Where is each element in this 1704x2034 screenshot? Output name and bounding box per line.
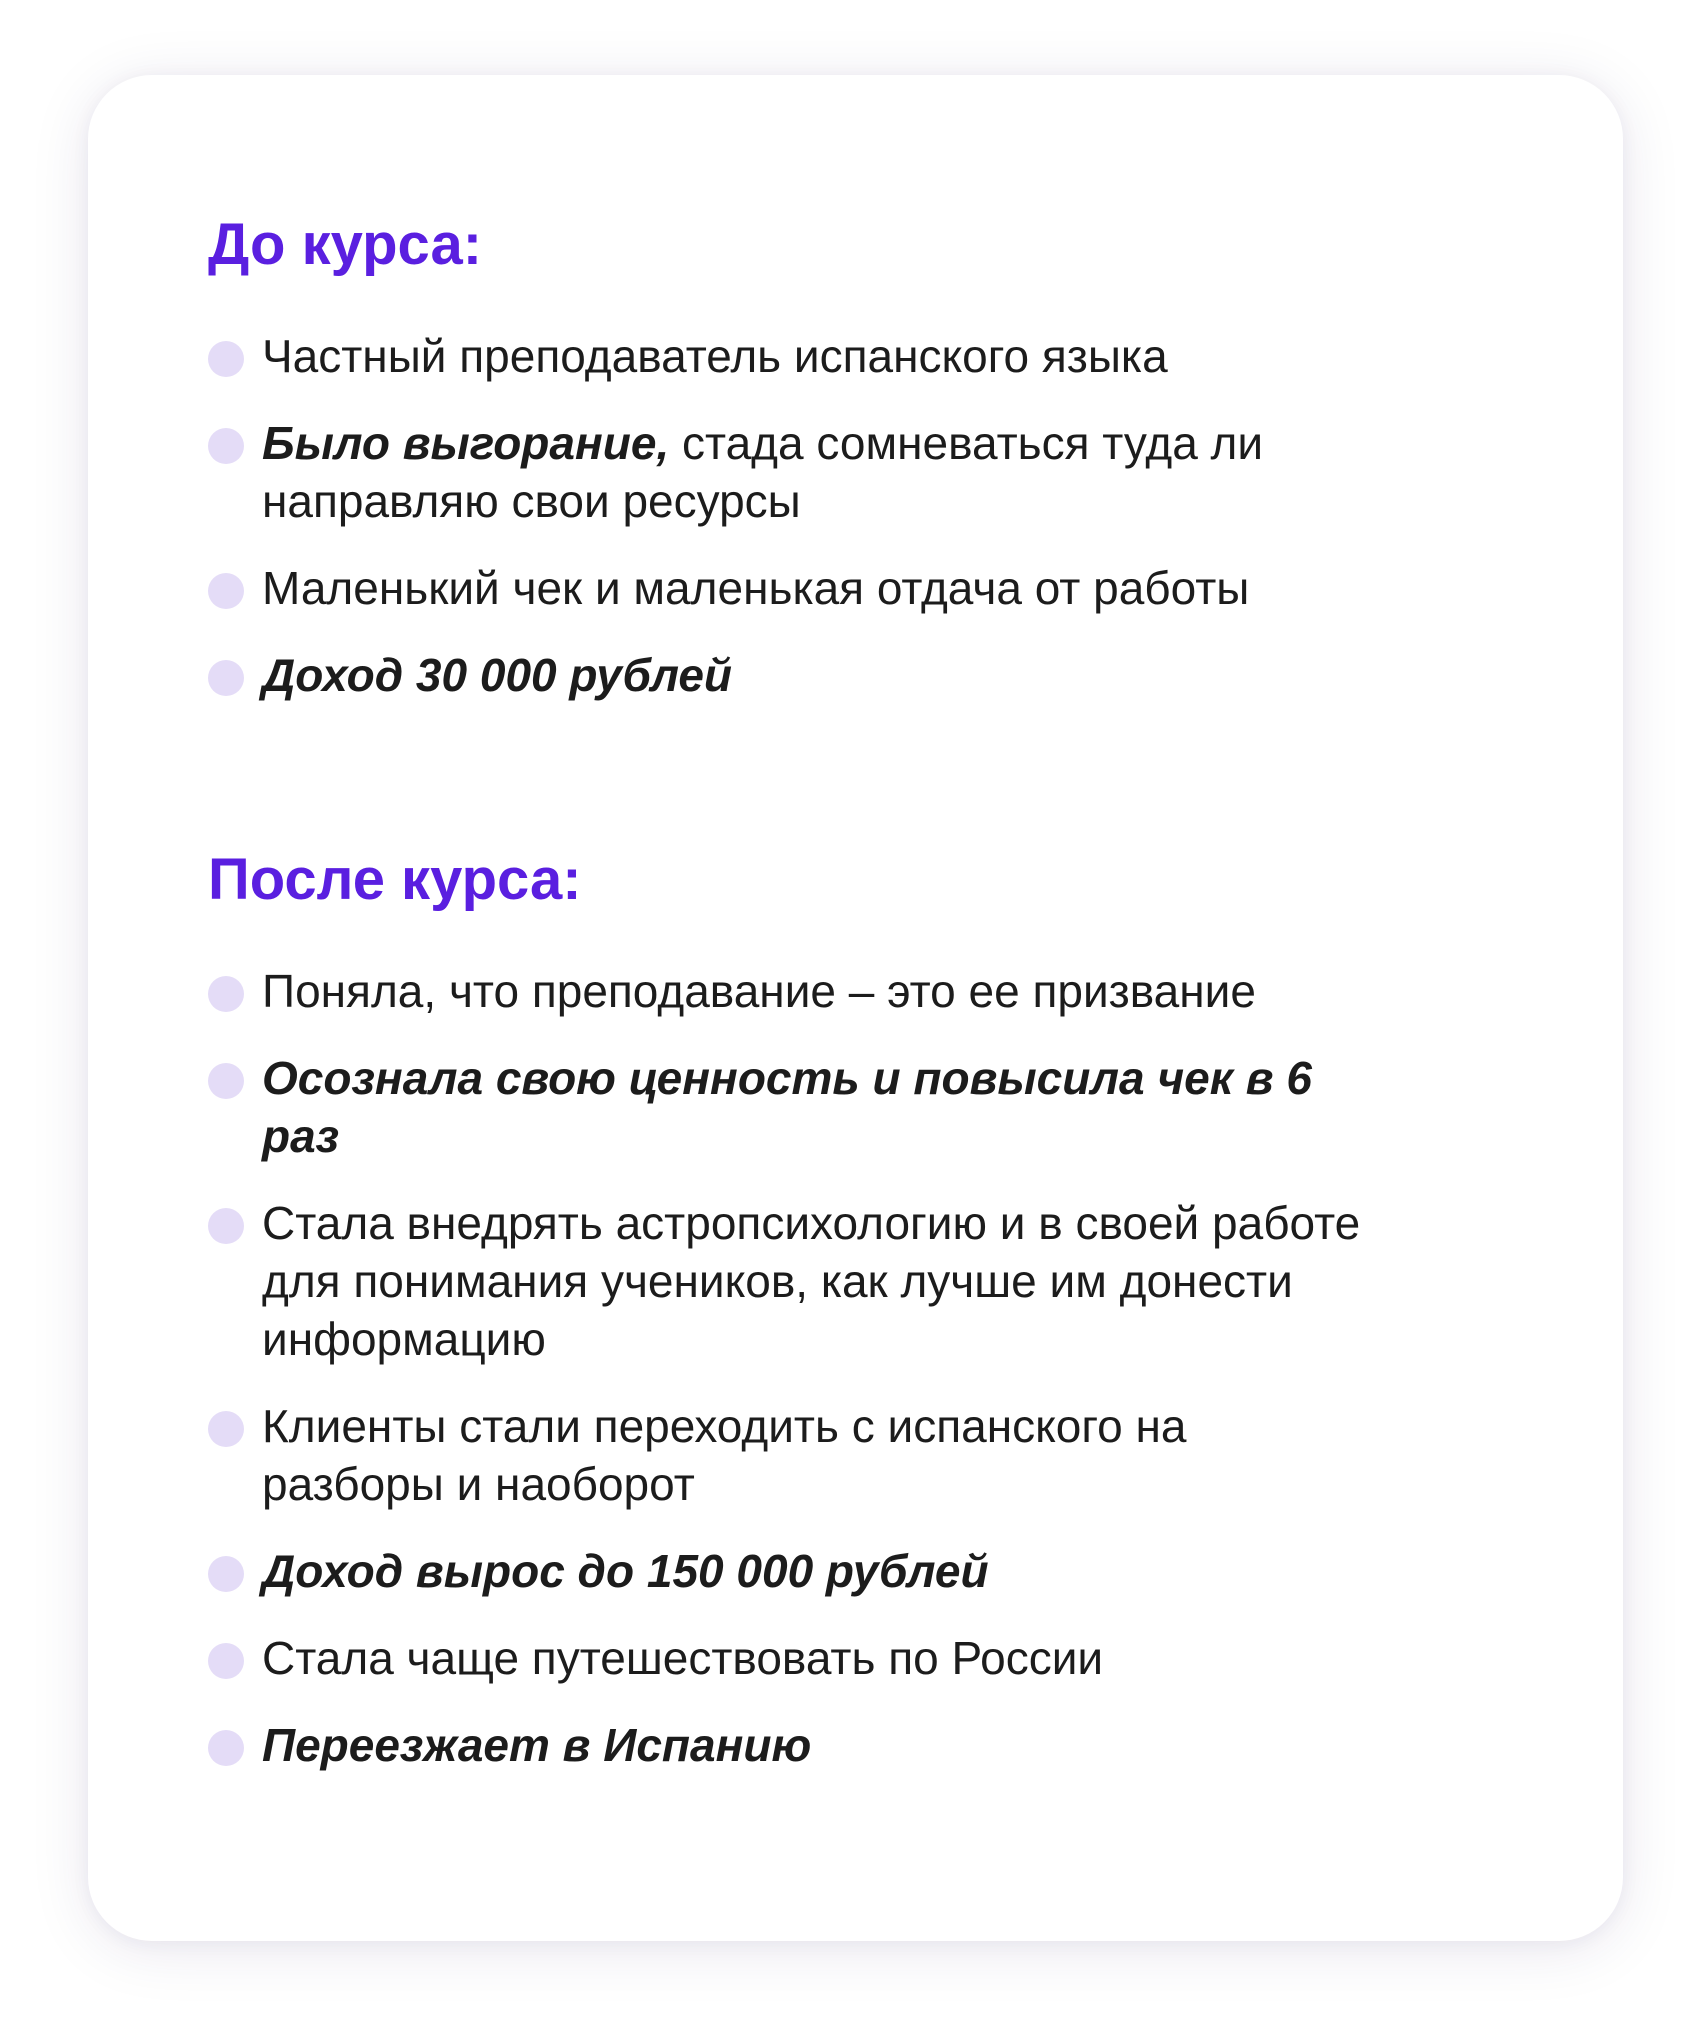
list-item xyxy=(208,1716,1543,1774)
list-item xyxy=(208,559,1543,617)
list-item xyxy=(208,1629,1543,1687)
list-item-text xyxy=(262,1049,1392,1165)
emphasis-text: Доход 30 000 рублей xyxy=(262,649,733,701)
list-item-text: Стала внедрять астропсихологию и в своей работе для понимания учеников, как лучше им донести информацию xyxy=(262,1197,1361,1365)
list-item xyxy=(208,1397,1543,1513)
before-course-list xyxy=(208,327,1543,704)
list-item-text: Частный преподаватель испанского языка xyxy=(262,330,1168,382)
emphasis-text: Было выгорание, xyxy=(262,417,670,469)
bullet-dot-icon xyxy=(208,1411,244,1447)
bullet-dot-icon xyxy=(208,573,244,609)
bullet-dot-icon xyxy=(208,341,244,377)
list-item xyxy=(208,1049,1543,1165)
bullet-dot-icon xyxy=(208,1208,244,1244)
emphasis-text: Доход вырос до 150 000 рублей xyxy=(262,1545,989,1597)
bullet-dot-icon xyxy=(208,1063,244,1099)
bullet-dot-icon xyxy=(208,660,244,696)
after-course-heading: После курса: xyxy=(208,847,582,912)
list-item xyxy=(208,1194,1543,1368)
before-course-section xyxy=(208,205,1543,733)
list-item-text: Маленький чек и маленькая отдача от работы xyxy=(262,562,1250,614)
bullet-dot-icon xyxy=(208,1730,244,1766)
list-item-text: Стала чаще путешествовать по России xyxy=(262,1632,1104,1684)
after-course-section xyxy=(208,840,1543,1803)
list-item-text: Поняла, что преподавание – это ее призвание xyxy=(262,965,1256,1017)
emphasis-text: Переезжает в Испанию xyxy=(262,1719,812,1771)
list-item xyxy=(208,414,1543,530)
bullet-dot-icon xyxy=(208,1556,244,1592)
list-item-text xyxy=(262,646,1412,704)
after-course-list xyxy=(208,962,1543,1774)
before-course-heading: До курса: xyxy=(208,212,483,277)
list-item xyxy=(208,962,1543,1020)
bullet-dot-icon xyxy=(208,976,244,1012)
list-item-text xyxy=(262,1716,1412,1774)
list-item xyxy=(208,327,1543,385)
list-item xyxy=(208,646,1543,704)
bullet-dot-icon xyxy=(208,1643,244,1679)
bullet-dot-icon xyxy=(208,428,244,464)
list-item-text xyxy=(262,1542,1412,1600)
emphasis-text: Осознала свою ценность и повысила чек в 6 раз xyxy=(262,1052,1312,1162)
list-item-text: Было выгорание, стада сомневаться туда ли направляю свои ресурсы xyxy=(262,417,1264,527)
list-item-text: Клиенты стали переходить с испанского на разборы и наоборот xyxy=(262,1400,1187,1510)
list-item xyxy=(208,1542,1543,1600)
comparison-card xyxy=(88,75,1623,1941)
